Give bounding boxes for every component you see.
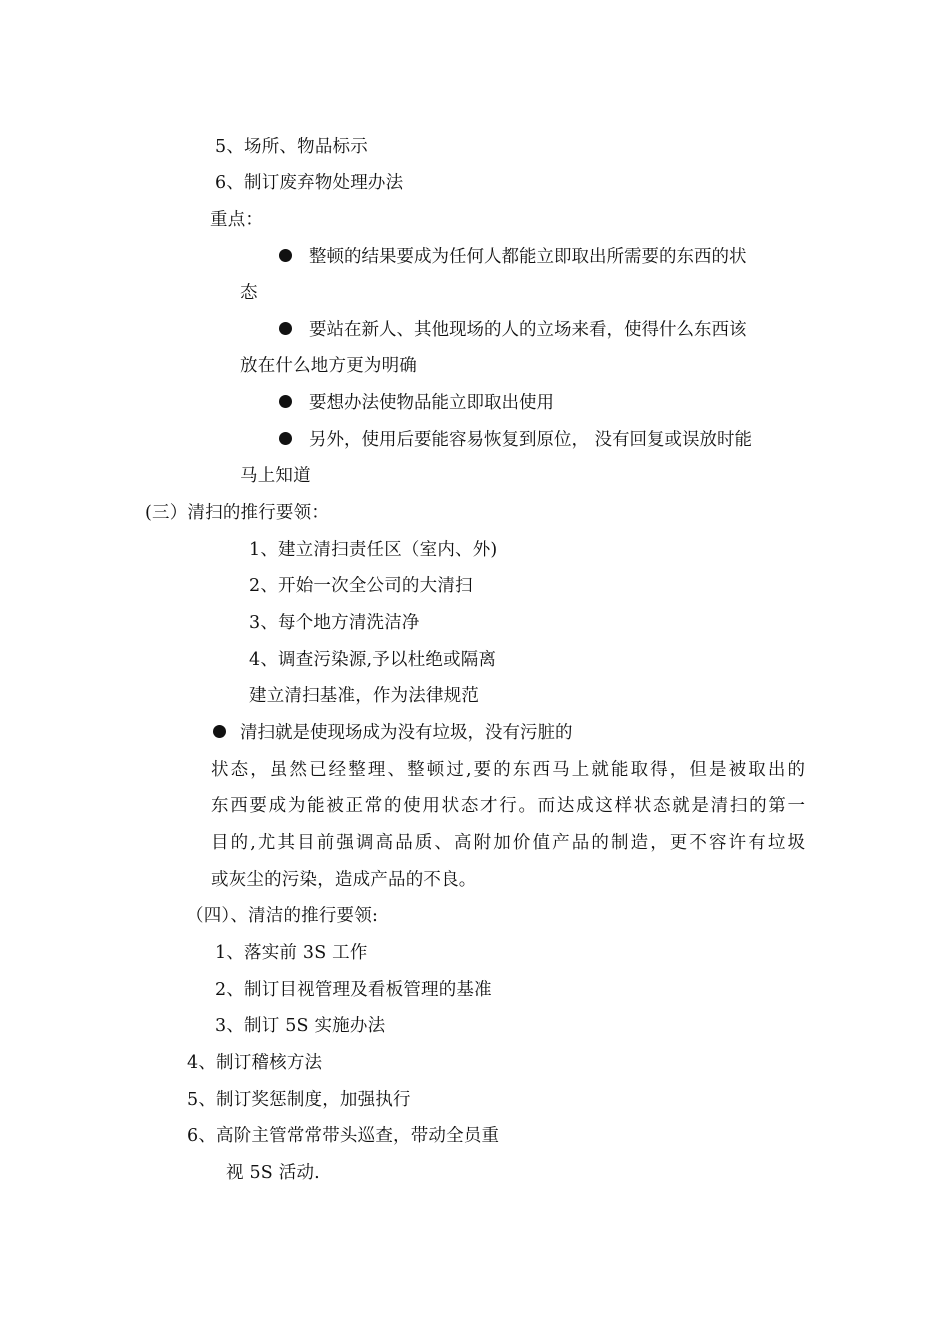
bullet-dot-icon <box>213 725 226 738</box>
seiketsu-step-1: 1、落实前 3S 工作 <box>215 943 368 963</box>
seiso-step-1: 1、建立清扫责任区（室内、外) <box>249 540 498 560</box>
seiketsu-heading: （四）、清洁的推行要领: <box>186 906 379 926</box>
bullet-dot-icon <box>279 395 292 408</box>
seiketsu-step-6-continuation: 视 5S 活动. <box>226 1163 320 1183</box>
seiketsu-step-5: 5、制订奖惩制度，加强执行 <box>187 1090 411 1110</box>
seiso-heading: (三）清扫的推行要领： <box>145 503 330 523</box>
key-point-4-line-1: 另外，使用后要能容易恢复到原位， 没有回复或误放时能 <box>309 430 753 450</box>
key-point-bullet-3 <box>279 392 554 414</box>
seiketsu-step-2: 2、制订目视管理及看板管理的基准 <box>215 980 492 1000</box>
seiso-paragraph-line-2: 东西要成为能被正常的使用状态才行。而达成这样状态就是清扫的第一 <box>211 796 805 816</box>
key-point-bullet-2 <box>279 319 747 341</box>
seiso-paragraph-line-1: 状态，虽然已经整理、整顿过,要的东西马上就能取得，但是被取出的 <box>211 760 805 780</box>
seiso-bullet <box>213 722 573 744</box>
key-point-2-line-2: 放在什么地方更为明确 <box>240 356 417 376</box>
seiso-standard: 建立清扫基准，作为法律规范 <box>249 686 480 706</box>
seiso-step-4: 4、调查污染源,予以杜绝或隔离 <box>249 650 497 670</box>
seiso-step-3: 3、每个地方清洗洁净 <box>249 613 420 633</box>
seiton-step-6: 6、制订废弃物处理办法 <box>215 173 404 193</box>
key-point-bullet-1 <box>279 246 806 268</box>
seiso-step-2: 2、开始一次全公司的大清扫 <box>249 576 473 596</box>
bullet-dot-icon <box>279 432 292 445</box>
bullet-dot-icon <box>279 249 292 262</box>
bullet-dot-icon <box>279 322 292 335</box>
seiketsu-step-6: 6、高阶主管常常带头巡查，带动全员重 <box>187 1126 500 1146</box>
key-point-1-line-2: 态 <box>240 283 258 303</box>
key-points-label: 重点： <box>210 210 264 230</box>
key-point-4-line-2: 马上知道 <box>240 466 311 486</box>
seiton-step-5: 5、场所、物品标示 <box>215 137 368 157</box>
key-point-2-line-1: 要站在新人、其他现场的人的立场来看，使得什么东西该 <box>309 320 747 340</box>
key-point-1-line-1: 整顿的结果要成为任何人都能立即取出所需要的东西的状 <box>309 247 747 267</box>
seiketsu-step-4: 4、制订稽核方法 <box>187 1053 323 1073</box>
seiketsu-step-3: 3、制订 5S 实施办法 <box>215 1016 386 1036</box>
seiso-paragraph-line-3: 目的,尤其目前强调高品质、高附加价值产品的制造，更不容许有垃圾 <box>211 833 805 853</box>
seiso-bullet-text: 清扫就是使现场成为没有垃圾，没有污脏的 <box>240 723 573 743</box>
key-point-3-line-1: 要想办法使物品能立即取出使用 <box>309 393 554 413</box>
seiso-paragraph-line-4: 或灰尘的污染，造成产品的不良。 <box>211 870 477 890</box>
key-point-bullet-4 <box>279 429 752 451</box>
